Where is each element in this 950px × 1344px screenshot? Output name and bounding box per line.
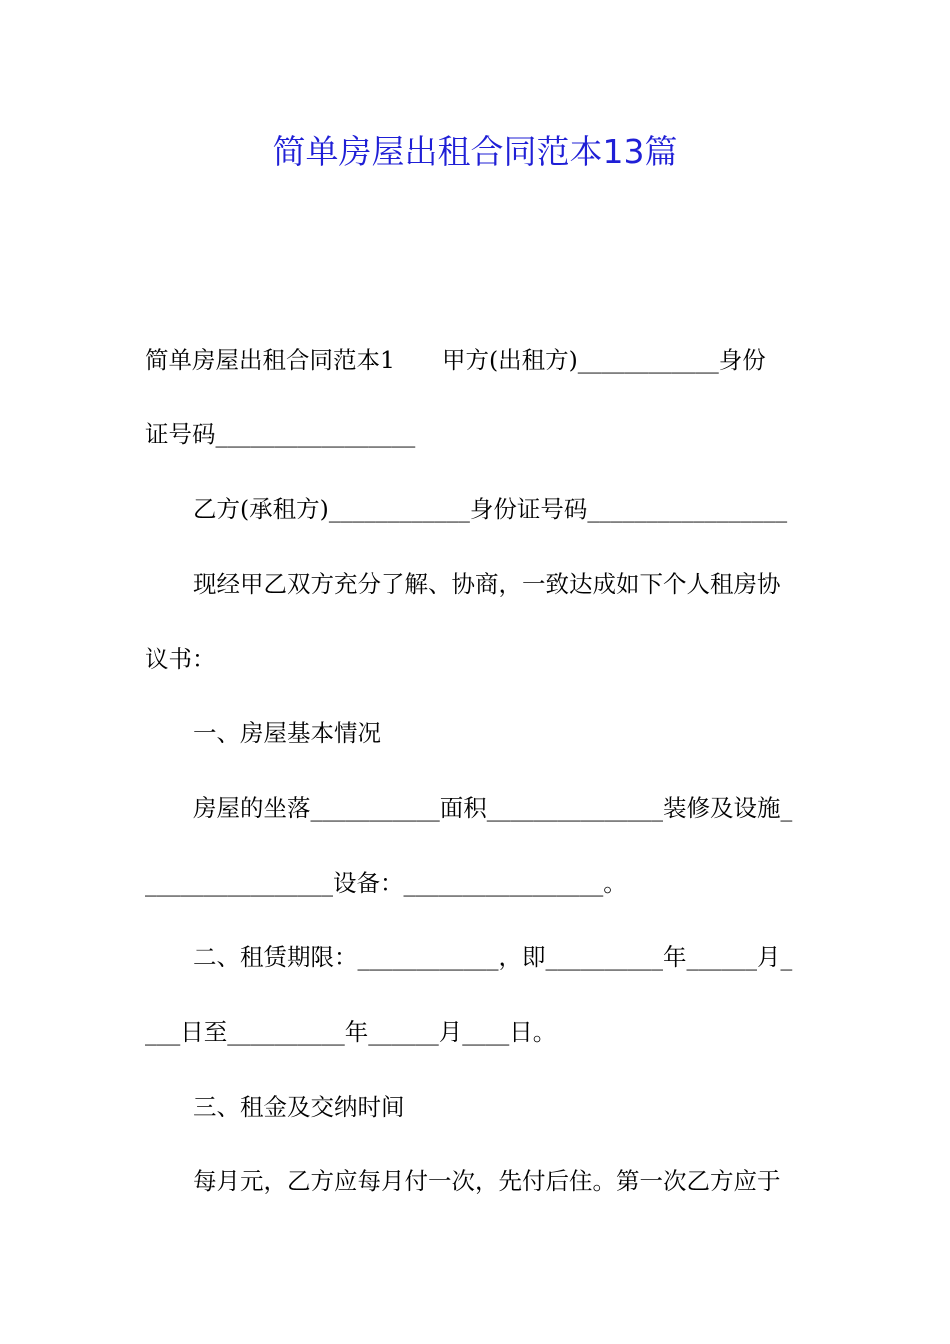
- document-title: 简单房屋出租合同范本13篇: [272, 132, 678, 171]
- paragraph-line-7: ________________设备：_________________。: [145, 869, 627, 897]
- paragraph-line-5: 议书：: [145, 645, 216, 673]
- section-heading-1: 一、房屋基本情况: [193, 719, 381, 747]
- paragraph-line-2: 证号码_________________: [145, 420, 416, 448]
- section-heading-2: 二、租赁期限：____________，即__________年______月_: [193, 943, 793, 971]
- paragraph-line-9: 每月元，乙方应每月付一次，先付后住。第一次乙方应于: [193, 1167, 781, 1195]
- section-heading-3: 三、租金及交纳时间: [193, 1093, 405, 1121]
- paragraph-line-1: 简单房屋出租合同范本1 甲方(出租方)____________身份: [145, 346, 766, 374]
- paragraph-line-3: 乙方(承租方)____________身份证号码_________________: [193, 495, 788, 523]
- paragraph-line-6: 房屋的坐落___________面积_______________装修及设施_: [193, 794, 793, 822]
- paragraph-line-4: 现经甲乙双方充分了解、协商，一致达成如下个人租房协: [193, 570, 781, 598]
- paragraph-line-8: ___日至__________年______月____日。: [145, 1018, 557, 1046]
